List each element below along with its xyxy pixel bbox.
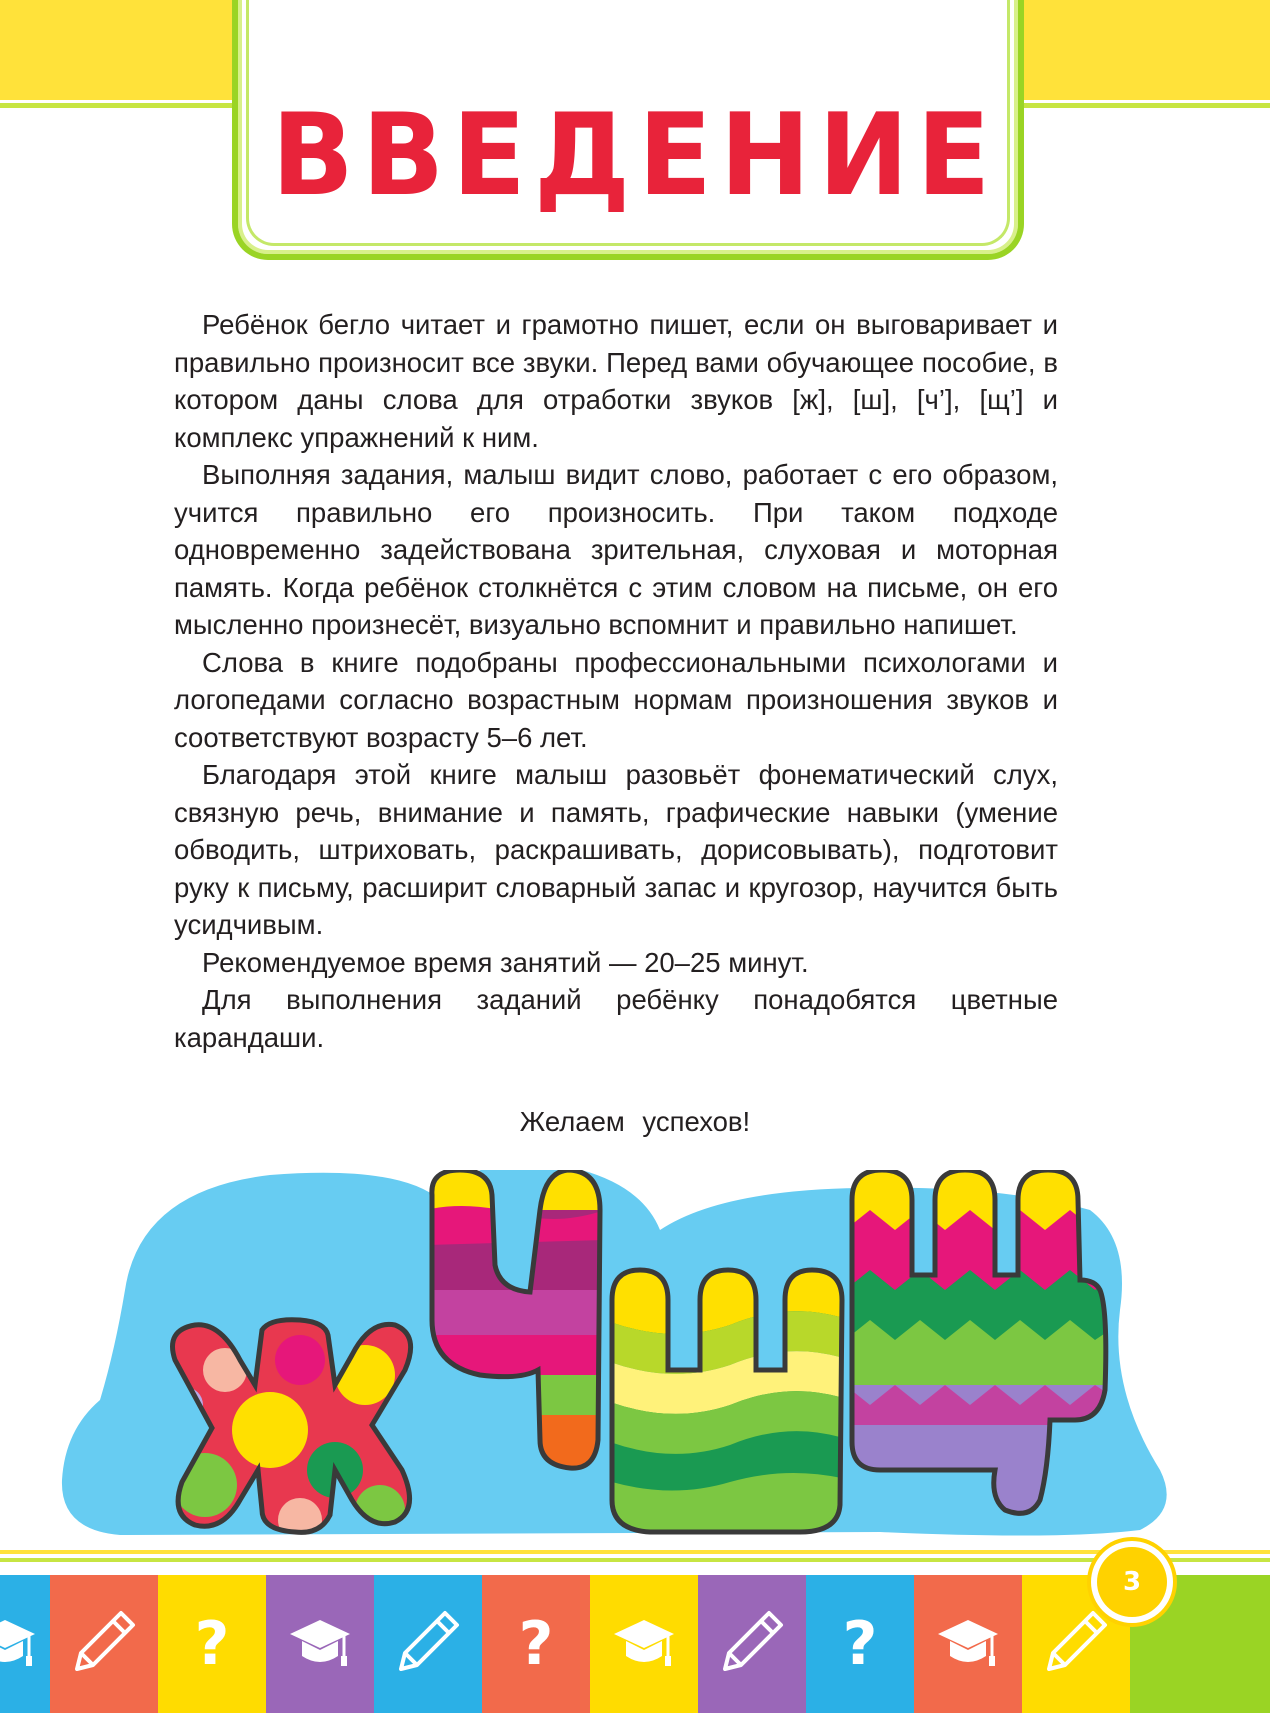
question-mark-icon: ? [194, 1609, 230, 1679]
pencil-icon [69, 1607, 139, 1681]
footer-tile [374, 1575, 482, 1713]
footer-tile [50, 1575, 158, 1713]
footer-green-line [0, 1558, 1270, 1562]
paragraph: Ребёнок бегло читает и грамотно пишет, если он выговаривает и правильно произносит все звуки. Перед вами обучающее пособие, в котором даны слова для отработки звуков [ж], [ш], [ч’], [щ’] и комплекс упражнений к ним. [174, 309, 1058, 453]
pencil-icon [393, 1607, 463, 1681]
footer-tile [914, 1575, 1022, 1713]
footer-icon-strip [0, 1575, 1270, 1713]
footer-tile [158, 1575, 266, 1713]
letters-illustration [0, 1170, 1270, 1540]
pencil-icon [1041, 1607, 1111, 1681]
top-yellow-band-left [0, 0, 232, 100]
footer-tile [482, 1575, 590, 1713]
letter-sh-pattern [605, 1265, 850, 1540]
paragraph: Слова в книге подобраны профессиональными психологами и логопедами согласно возрастным нормам произношения звуков и соответствуют возрасту 5–6 лет. [174, 646, 1058, 753]
page-number-badge: 3 [1097, 1547, 1167, 1617]
page-title: ВВЕДЕНИЕ [271, 89, 999, 222]
paragraph: Для выполнения заданий ребёнку понадобятся цветные карандаши. [174, 984, 1058, 1053]
question-mark-icon: ? [842, 1609, 878, 1679]
paragraph: Благодаря этой книге малыш разовьёт фонематический слух, связную речь, внимание и память, графические навыки (умение обводить, штриховать, раскрашивать, дорисовывать), подготовит руку к письму, расширит словарный запас и кругозор, научится быть усидчивым. [174, 759, 1058, 940]
graduation-cap-icon [0, 1614, 37, 1674]
footer-tile [590, 1575, 698, 1713]
graduation-cap-icon [936, 1614, 1000, 1674]
paragraph: Рекомендуемое время занятий — 20–25 минут. [202, 946, 809, 978]
footer-tile [698, 1575, 806, 1713]
footer-tile [806, 1575, 914, 1713]
intro-text [174, 306, 1058, 1056]
footer-tile [0, 1575, 50, 1713]
footer-yellow-line [0, 1550, 1270, 1554]
paragraph: Выполняя задания, малыш видит слово, работает с его образом, учится правильно его произносить. При таком подходе одновременно задействована зрительная, слуховая и моторная память. Когда ребёнок столкнётся с этим словом на письме, он его мысленно произнесёт, визуально вспомнит и правильно напишет. [174, 459, 1058, 640]
graduation-cap-icon [612, 1614, 676, 1674]
closing-wish: Желаем успехов! [519, 1106, 751, 1137]
pencil-icon [717, 1607, 787, 1681]
graduation-cap-icon [288, 1614, 352, 1674]
top-yellow-band-right [1024, 0, 1270, 100]
question-mark-icon: ? [518, 1609, 554, 1679]
footer-tile [266, 1575, 374, 1713]
